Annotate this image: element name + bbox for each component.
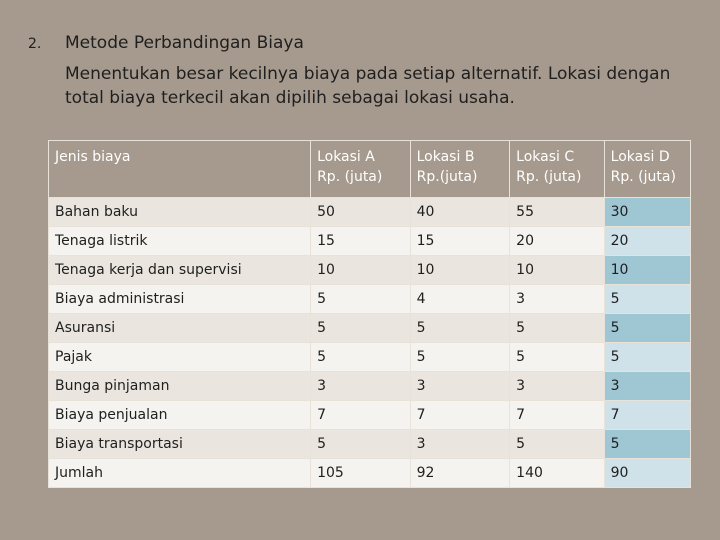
value-cell: 7 [510, 401, 604, 430]
value-cell: 7 [411, 401, 511, 430]
value-cell: 5 [605, 343, 690, 372]
value-cell: 5 [605, 285, 690, 314]
value-cell: 20 [510, 227, 604, 256]
cost-comparison-table [48, 140, 691, 488]
value-cell: 5 [510, 430, 604, 459]
row-label-cell: Bunga pinjaman [49, 372, 311, 401]
value-cell: 5 [311, 314, 411, 343]
value-cell: 5 [510, 314, 604, 343]
value-cell: 3 [605, 372, 690, 401]
row-label-cell: Biaya penjualan [49, 401, 311, 430]
table-row [49, 459, 690, 487]
table-row [49, 256, 690, 285]
value-cell: 7 [605, 401, 690, 430]
header-cell-lokasi-b: Lokasi B Rp.(juta) [411, 141, 511, 198]
row-label-cell: Biaya transportasi [49, 430, 311, 459]
value-cell: 5 [510, 343, 604, 372]
value-cell: 5 [411, 343, 511, 372]
value-cell: 92 [411, 459, 511, 487]
row-label-cell: Jumlah [49, 459, 311, 487]
value-cell: 30 [605, 198, 690, 227]
value-cell: 140 [510, 459, 604, 487]
value-cell: 4 [411, 285, 511, 314]
value-cell: 55 [510, 198, 604, 227]
table-row [49, 314, 690, 343]
row-label-cell: Biaya administrasi [49, 285, 311, 314]
value-cell: 7 [311, 401, 411, 430]
value-cell: 3 [411, 430, 511, 459]
header-cell-jenis-biaya: Jenis biaya [49, 141, 311, 198]
value-cell: 5 [605, 430, 690, 459]
row-label-cell: Pajak [49, 343, 311, 372]
table-row [49, 343, 690, 372]
header-cell-lokasi-c: Lokasi C Rp. (juta) [510, 141, 604, 198]
value-cell: 15 [411, 227, 511, 256]
value-cell: 3 [510, 285, 604, 314]
row-label-cell: Tenaga listrik [49, 227, 311, 256]
value-cell: 3 [311, 372, 411, 401]
value-cell: 10 [510, 256, 604, 285]
row-label-cell: Bahan baku [49, 198, 311, 227]
value-cell: 5 [411, 314, 511, 343]
value-cell: 5 [605, 314, 690, 343]
value-cell: 5 [311, 343, 411, 372]
table-row [49, 227, 690, 256]
value-cell: 10 [605, 256, 690, 285]
value-cell: 40 [411, 198, 511, 227]
row-label-cell: Tenaga kerja dan supervisi [49, 256, 311, 285]
value-cell: 5 [311, 285, 411, 314]
intro-paragraph: Menentukan besar kecilnya biaya pada setiap alternatif. Lokasi dengan total biaya terkecil akan dipilih sebagai lokasi usaha. [65, 64, 671, 108]
value-cell: 15 [311, 227, 411, 256]
value-cell: 50 [311, 198, 411, 227]
table-row [49, 285, 690, 314]
table-row [49, 430, 690, 459]
value-cell: 5 [311, 430, 411, 459]
table-row [49, 198, 690, 227]
row-label-cell: Asuransi [49, 314, 311, 343]
value-cell: 3 [411, 372, 511, 401]
value-cell: 10 [411, 256, 511, 285]
header-cell-lokasi-d: Lokasi D Rp. (juta) [605, 141, 690, 198]
section-number: 2. [28, 36, 42, 52]
table-row [49, 401, 690, 430]
section-heading [28, 32, 304, 55]
value-cell: 90 [605, 459, 690, 487]
value-cell: 3 [510, 372, 604, 401]
table-header-row [49, 141, 690, 198]
value-cell: 105 [311, 459, 411, 487]
value-cell: 10 [311, 256, 411, 285]
header-cell-lokasi-a: Lokasi A Rp. (juta) [311, 141, 411, 198]
section-title: Metode Perbandingan Biaya [65, 33, 304, 53]
table-row [49, 372, 690, 401]
value-cell: 20 [605, 227, 690, 256]
